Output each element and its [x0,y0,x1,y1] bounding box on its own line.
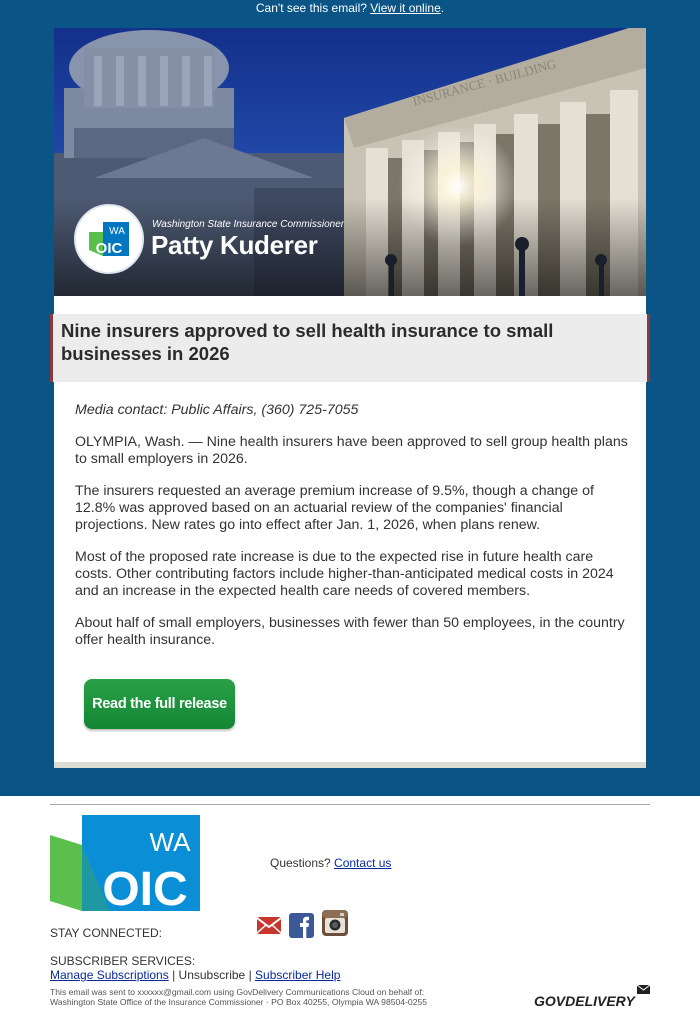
headline-box [50,314,650,382]
questions-line: Questions? Contact us [270,856,392,870]
oic-logo-icon [76,206,142,272]
legal-text: This email was sent to xxxxxx@gmail.com using GovDelivery Communications Cloud on behalf of: Washington State Office of the Insurance Commissioner · PO Box 40255, Olympia WA 98504-0255 [50,987,428,1007]
svg-text:OIC: OIC [95,240,123,257]
read-full-release-button[interactable]: Read the full release [84,679,235,729]
svg-text:WA: WA [109,226,125,237]
oic-logo-circle [74,204,144,274]
contact-us-link[interactable]: Contact us [334,856,392,870]
hero-banner [54,28,646,296]
svg-text:WA: WA [149,827,191,857]
subscriber-help-link[interactable]: Subscriber Help [255,968,341,982]
article-headline: Nine insurers approved to sell health insurance to small businesses in 2026 [61,320,554,364]
media-contact: Media contact: Public Affairs, (360) 725-7055 [75,402,359,418]
article-body [75,402,630,664]
commissioner-name: Patty Kuderer [151,230,318,260]
view-online-link[interactable]: View it online [370,1,441,15]
card-bottom-bar [54,762,646,768]
unsubscribe-text[interactable]: Unsubscribe [178,968,246,982]
facebook-icon[interactable] [289,912,315,943]
govdelivery-logo[interactable] [534,985,652,1011]
building-inscription: INSURANCE · BUILDING [410,56,558,109]
manage-subscriptions-link[interactable]: Manage Subscriptions [50,968,169,982]
paragraph: Most of the proposed rate increase is due to the expected rise in future health care costs. Other contributing factors include higher-than-anticipated medical costs in 2024 and an increase in the expected health care needs of covered members. [75,549,614,599]
paragraph: About half of small employers, businesses with fewer than 50 employees, in the country offer health insurance. [75,615,625,648]
svg-text:OIC: OIC [102,863,188,911]
subscriber-services-label: SUBSCRIBER SERVICES: [50,954,196,968]
stay-connected-label: STAY CONNECTED: [50,926,163,940]
footer-oic-logo [50,815,200,911]
article-card [54,296,646,768]
paragraph: The insurers requested an average premium increase of 9.5%, though a change of 12.8% was approved based on an actuarial review of the companies' financial projections. New rates go into effect after Jan. 1, 2026, when plans renew. [75,483,594,533]
agency-line: Washington State Insurance Commissioner [152,219,345,230]
paragraph: OLYMPIA, Wash. — Nine health insurers have been approved to sell group health plans to small employers in 2026. [75,434,628,467]
capitol-photo [54,28,646,296]
svg-text:GOVDELIVERY: GOVDELIVERY [534,993,635,1009]
preheader-text: Can't see this email? [255,1,367,15]
instagram-icon[interactable] [322,910,348,941]
email-icon[interactable] [256,912,282,943]
subscriber-links: Manage Subscriptions | Unsubscribe | Subscriber Help [50,968,341,982]
govdelivery-logo-icon [534,985,652,1011]
oic-logo-icon [50,815,200,911]
footer-divider [50,804,650,805]
preheader: Can't see this email? View it online. [255,1,445,15]
